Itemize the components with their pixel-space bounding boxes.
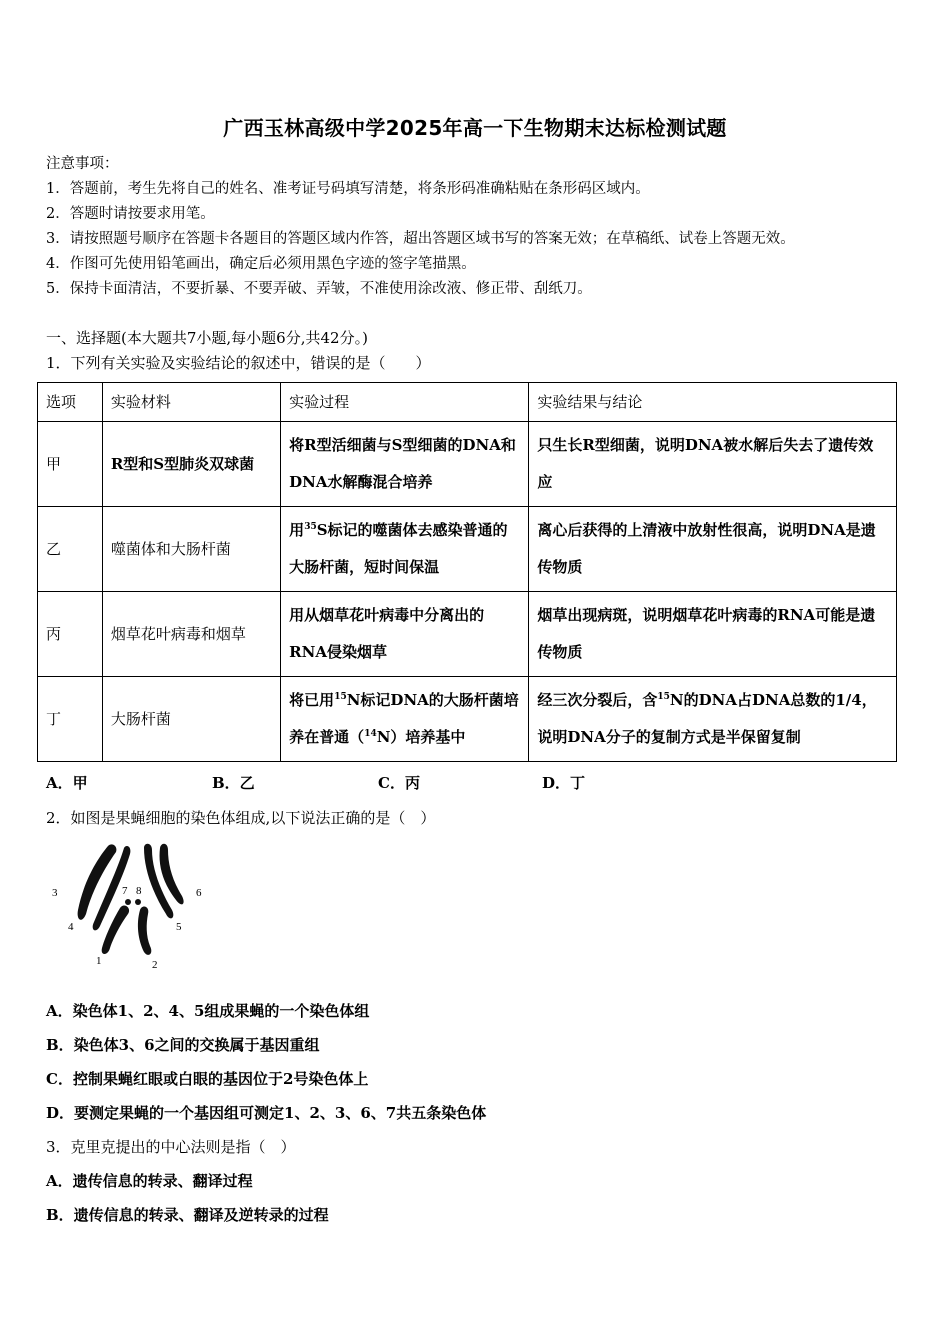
q2-option-c[interactable]: C．控制果蝇红眼或白眼的基因位于2号染色体上	[46, 1070, 369, 1088]
table-cell-process	[281, 507, 529, 592]
table-cell-material: 噬菌体和大肠杆菌	[102, 507, 280, 592]
result-text: N的DNA占DNA总数的1/4，说明DNA分子的复制方式是半保留复制	[537, 691, 877, 746]
result-text: 经三次分裂后，含	[537, 691, 658, 709]
table-cell-option: 丙	[38, 592, 103, 677]
table-cell-option: 乙	[38, 507, 103, 592]
isotope-superscript: 15	[657, 692, 670, 702]
chromosome-2	[138, 907, 151, 955]
process-text: N）培养基中	[376, 728, 466, 746]
table-cell-material: 烟草花叶病毒和烟草	[102, 592, 280, 677]
chromosome-8	[135, 899, 141, 905]
table-row	[38, 677, 897, 762]
q3-option-b[interactable]: B．遗传信息的转录、翻译及逆转录的过程	[46, 1206, 329, 1224]
notice-heading: 注意事项：	[46, 156, 119, 172]
isotope-superscript: 15	[334, 692, 347, 702]
experiment-table	[37, 382, 897, 762]
table-header-cell: 实验材料	[102, 383, 280, 422]
table-cell-result: 离心后获得的上清液中放射性很高，说明DNA是遗传物质	[529, 507, 897, 592]
q2-option-b[interactable]: B．染色体3、6之间的交换属于基因重组	[46, 1036, 320, 1054]
notice-item-2: 2．答题时请按要求用笔。	[46, 206, 215, 222]
table-cell-material: R型和S型肺炎双球菌	[102, 422, 280, 507]
figure-label: 6	[196, 887, 202, 899]
table-row	[38, 507, 897, 592]
isotope-superscript: 35	[304, 522, 317, 532]
q2-option-a[interactable]: A．染色体1、2、4、5组成果蝇的一个染色体组	[46, 1002, 370, 1020]
table-cell-process	[281, 677, 529, 762]
chromosome-3	[78, 844, 117, 919]
notice-item-5: 5．保持卡面清洁，不要折暴、不要弄破、弄皱，不准使用涂改液、修正带、刮纸刀。	[46, 281, 592, 297]
table-row	[38, 422, 897, 507]
process-text: 将已用	[289, 691, 335, 709]
figure-label: 4	[68, 921, 74, 933]
chromosome-figure	[48, 838, 218, 973]
process-text: S标记的噬菌体去感染普通的大肠杆菌，短时间保温	[289, 521, 508, 576]
notice-item-1: 1．答题前，考生先将自己的姓名、准考证号码填写清楚，将条形码准确粘贴在条形码区域内。	[46, 181, 650, 197]
figure-label: 2	[152, 959, 158, 971]
q1-option-a[interactable]: A．甲	[46, 774, 88, 792]
table-header-cell: 实验结果与结论	[529, 383, 897, 422]
table-cell-option: 甲	[38, 422, 103, 507]
notice-item-4: 4．作图可先使用铅笔画出，确定后必须用黑色字迹的签字笔描黑。	[46, 256, 476, 272]
section-heading: 一、选择题(本大题共7小题,每小题6分,共42分。)	[46, 329, 368, 347]
table-cell-process: 将R型活细菌与S型细菌的DNA和DNA水解酶混合培养	[281, 422, 529, 507]
q3-option-a[interactable]: A．遗传信息的转录、翻译过程	[46, 1172, 253, 1190]
q1-option-b[interactable]: B．乙	[212, 774, 255, 792]
q2-stem: 2．如图是果蝇细胞的染色体组成,以下说法正确的是（ ）	[46, 809, 436, 827]
chromosome-7	[125, 899, 131, 905]
table-cell-result	[529, 677, 897, 762]
q1-stem: 1．下列有关实验及实验结论的叙述中，错误的是（ ）	[46, 354, 431, 372]
q1-option-c[interactable]: C．丙	[378, 774, 420, 792]
table-header-row	[38, 383, 897, 422]
q3-stem: 3．克里克提出的中心法则是指（ ）	[46, 1138, 296, 1156]
isotope-superscript: 14	[364, 729, 377, 739]
table-cell-result: 烟草出现病斑，说明烟草花叶病毒的RNA可能是遗传物质	[529, 592, 897, 677]
q1-option-d[interactable]: D．丁	[542, 774, 586, 792]
figure-label: 1	[96, 955, 102, 967]
figure-label: 8	[136, 885, 142, 897]
process-text: 用	[289, 521, 305, 539]
figure-label: 7	[122, 885, 128, 897]
table-cell-process: 用从烟草花叶病毒中分离出的RNA侵染烟草	[281, 592, 529, 677]
process-text: N标记DNA的大肠杆菌培养在普通（	[289, 691, 519, 746]
table-cell-result: 只生长R型细菌，说明DNA被水解后失去了遗传效应	[529, 422, 897, 507]
table-cell-option: 丁	[38, 677, 103, 762]
figure-label: 5	[176, 921, 182, 933]
table-header-cell: 实验过程	[281, 383, 529, 422]
figure-label: 3	[52, 887, 58, 899]
table-row	[38, 592, 897, 677]
table-cell-material: 大肠杆菌	[102, 677, 280, 762]
table-header-cell: 选项	[38, 383, 103, 422]
notice-item-3: 3．请按照题号顺序在答题卡各题目的答题区域内作答，超出答题区域书写的答案无效；在草稿纸、试卷上答题无效。	[46, 231, 795, 247]
q2-option-d[interactable]: D．要测定果蝇的一个基因组可测定1、2、3、6、7共五条染色体	[46, 1104, 487, 1122]
page-title: 广西玉林高级中学2025年高一下生物期末达标检测试题	[223, 116, 727, 140]
